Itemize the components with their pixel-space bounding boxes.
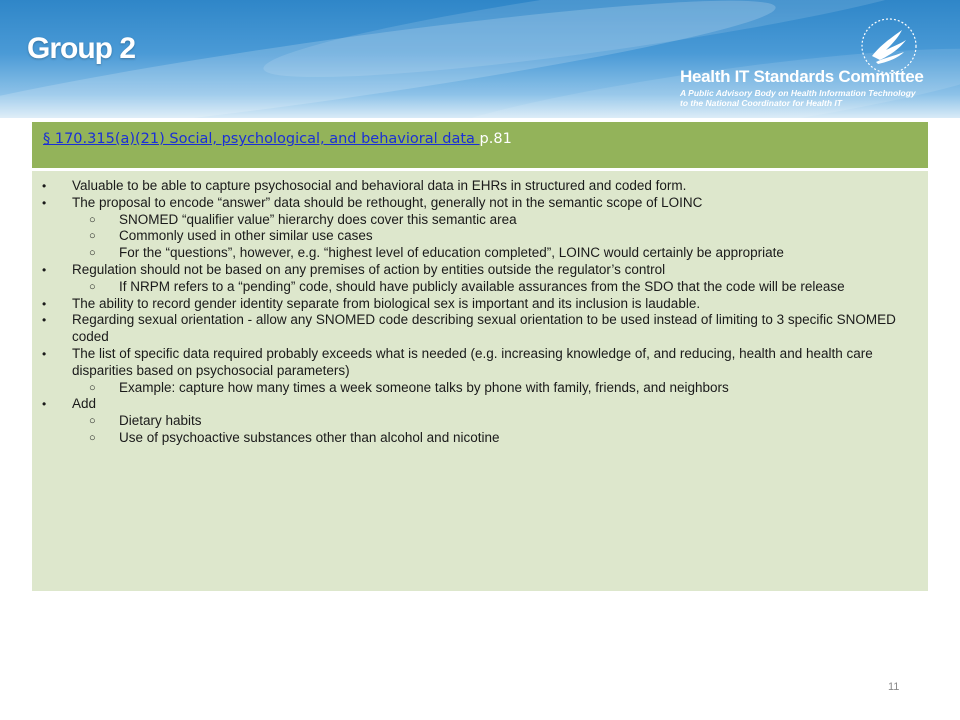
bullet-text: Example: capture how many times a week someone talks by phone with family, friends, and neighbors xyxy=(119,379,729,395)
bullet-text: If NRPM refers to a “pending” code, should have publicly available assurances from the SDO that the code will be release xyxy=(119,278,845,294)
bullet-item xyxy=(32,312,916,346)
bullet-text: The ability to record gender identity separate from biological sex is important and its inclusion is laudable. xyxy=(72,295,701,311)
bullet-item xyxy=(32,178,916,195)
org-subtitle xyxy=(680,88,916,108)
regulation-section-link[interactable]: § 170.315(a)(21) Social, psychological, and behavioral data xyxy=(43,131,480,147)
bullet-dot-icon: • xyxy=(42,262,47,277)
bullet-text: Use of psychoactive substances other than alcohol and nicotine xyxy=(119,429,500,445)
bullet-text: The list of specific data required probably exceeds what is needed (e.g. increasing knowledge of, and reducing, health and health care disparities based on psychosocial parameters) xyxy=(72,345,873,378)
bullet-item xyxy=(32,262,916,279)
bullet-text: The proposal to encode “answer” data should be rethought, generally not in the semantic scope of LOINC xyxy=(72,194,703,210)
org-name: Health IT Standards Committee xyxy=(680,67,924,86)
bullet-text: Commonly used in other similar use cases xyxy=(119,228,373,244)
bullet-circle-icon: ○ xyxy=(89,381,96,394)
bullet-circle-icon: ○ xyxy=(89,431,96,444)
sub-bullet-item xyxy=(32,212,916,229)
bullet-dot-icon: • xyxy=(42,179,47,193)
title-banner xyxy=(0,0,960,118)
sub-bullet-item xyxy=(32,413,916,430)
sub-bullet-item xyxy=(32,380,916,397)
bullet-text: Regarding sexual orientation - allow any SNOMED code describing sexual orientation to be used instead of limiting to 3 specific SNOMED coded xyxy=(72,312,896,345)
org-subtitle-line-1: A Public Advisory Body on Health Information Technology xyxy=(680,88,916,98)
bullet-circle-icon: ○ xyxy=(89,280,96,293)
sub-bullet-item xyxy=(32,245,916,262)
sub-bullet-item xyxy=(32,279,916,296)
bullet-dot-icon: • xyxy=(42,313,47,328)
bullet-item xyxy=(32,296,916,313)
org-subtitle-line-2: to the National Coordinator for Health IT xyxy=(680,98,842,108)
bullet-item xyxy=(32,346,916,380)
bullet-circle-icon: ○ xyxy=(89,213,96,226)
bullet-text: SNOMED “qualifier value” hierarchy does cover this semantic area xyxy=(119,211,517,227)
bullet-list xyxy=(32,171,928,591)
bullet-text: Regulation should not be based on any premises of action by entities outside the regulator’s control xyxy=(72,261,666,277)
bullet-dot-icon: • xyxy=(42,397,47,412)
bullet-dot-icon: • xyxy=(42,195,47,210)
sub-bullet-item xyxy=(32,430,916,447)
section-header xyxy=(32,122,928,168)
bullet-circle-icon: ○ xyxy=(89,230,96,243)
page-reference: p.81 xyxy=(479,131,512,147)
bullet-item xyxy=(32,396,916,413)
bullet-dot-icon: • xyxy=(42,346,47,361)
sub-bullet-item xyxy=(32,228,916,245)
bullet-text: For the “questions”, however, e.g. “highest level of education completed”, LOINC would certainly be appropriate xyxy=(119,245,784,261)
slide-title: Group 2 xyxy=(27,32,136,65)
bullet-circle-icon: ○ xyxy=(89,247,96,260)
bullet-text: Valuable to be able to capture psychosocial and behavioral data in EHRs in structured and coded form. xyxy=(72,178,687,193)
bullet-text: Dietary habits xyxy=(119,413,202,429)
bullet-circle-icon: ○ xyxy=(89,415,96,428)
page-number: 11 xyxy=(888,681,900,693)
bullet-dot-icon: • xyxy=(42,296,47,311)
bullet-text: Add xyxy=(72,396,97,412)
bullet-item xyxy=(32,195,916,212)
